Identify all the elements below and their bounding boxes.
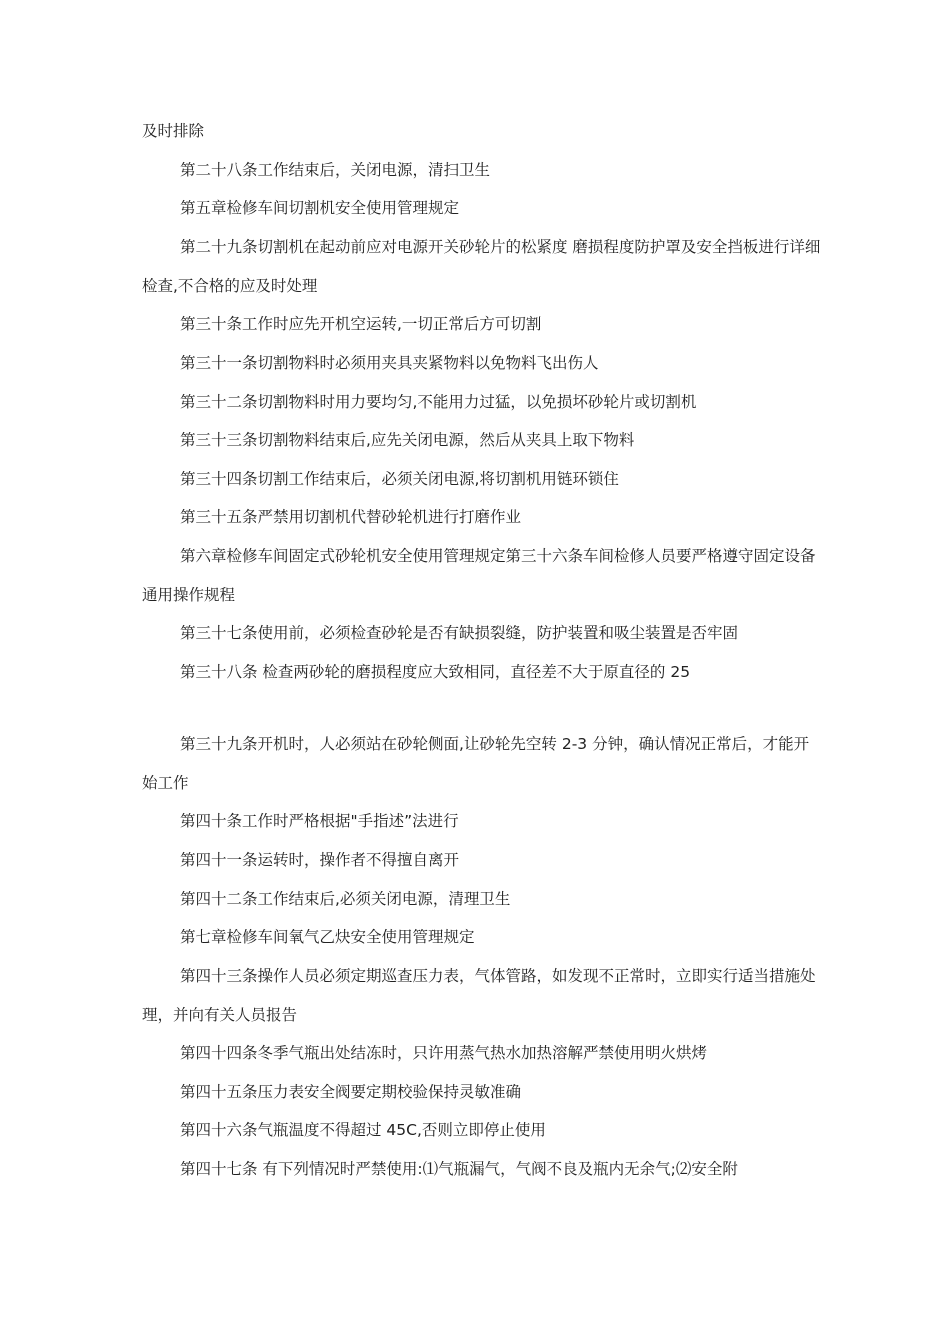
- paragraph: 第四十七条 有下列情况时严禁使用:⑴气瓶漏气，气阀不良及瓶内无余气;⑵安全附: [180, 1160, 738, 1178]
- paragraph: 第二十八条工作结束后，关闭电源，清扫卫生: [180, 161, 491, 179]
- paragraph: 第三十条工作时应先开机空运转,一切正常后方可切割: [180, 315, 542, 333]
- paragraph: 第三十七条使用前，必须检查砂轮是否有缺损裂缝，防护装置和吸尘装置是否牢固: [180, 624, 739, 642]
- chapter-heading: 第五章检修车间切割机安全使用管理规定: [180, 199, 460, 217]
- paragraph: 第四十二条工作结束后,必须关闭电源，清理卫生: [180, 890, 511, 908]
- chapter-heading: 第六章检修车间固定式砂轮机安全使用管理规定第三十六条车间检修人员要严格遵守固定设备通用操作规程: [142, 547, 816, 604]
- paragraph: 第四十六条气瓶温度不得超过 45C,否则立即停止使用: [180, 1121, 546, 1139]
- chapter-heading: 第七章检修车间氧气乙炔安全使用管理规定: [180, 928, 475, 946]
- paragraph: 第四十一条运转时，操作者不得擅自离开: [180, 851, 460, 869]
- paragraph: 第四十三条操作人员必须定期巡查压力表，气体管路，如发现不正常时，立即实行适当措施处理，并向有关人员报告: [142, 967, 816, 1024]
- paragraph: 第三十八条 检查两砂轮的磨损程度应大致相同，直径差不大于原直径的 25: [180, 663, 691, 681]
- paragraph: 第三十一条切割物料时必须用夹具夹紧物料以免物料飞出伤人: [180, 354, 599, 372]
- paragraph: 第三十二条切割物料时用力要均匀,不能用力过猛，以免损坏砂轮片或切割机: [180, 393, 697, 411]
- paragraph: 及时排除: [142, 122, 205, 140]
- paragraph: 第二十九条切割机在起动前应对电源开关砂轮片的松紧度 磨损程度防护罩及安全挡板进行详细检查,不合格的应及时处理: [142, 238, 821, 295]
- paragraph: 第三十四条切割工作结束后，必须关闭电源,将切割机用链环锁住: [180, 470, 619, 488]
- paragraph: 第四十四条冬季气瓶出处结冻时，只许用蒸气热水加热溶解严禁使用明火烘烤: [180, 1044, 708, 1062]
- paragraph: 第四十条工作时严格根据"手指述”法进行: [180, 812, 459, 830]
- paragraph: 第四十五条压力表安全阀要定期校验保持灵敏准确: [180, 1083, 522, 1101]
- paragraph: 第三十九条开机时，人必须站在砂轮侧面,让砂轮先空转 2-3 分钟，确认情况正常后，才能开始工作: [142, 735, 810, 792]
- paragraph: 第三十三条切割物料结束后,应先关闭电源，然后从夹具上取下物料: [180, 431, 635, 449]
- paragraph: 第三十五条严禁用切割机代替砂轮机进行打磨作业: [180, 508, 522, 526]
